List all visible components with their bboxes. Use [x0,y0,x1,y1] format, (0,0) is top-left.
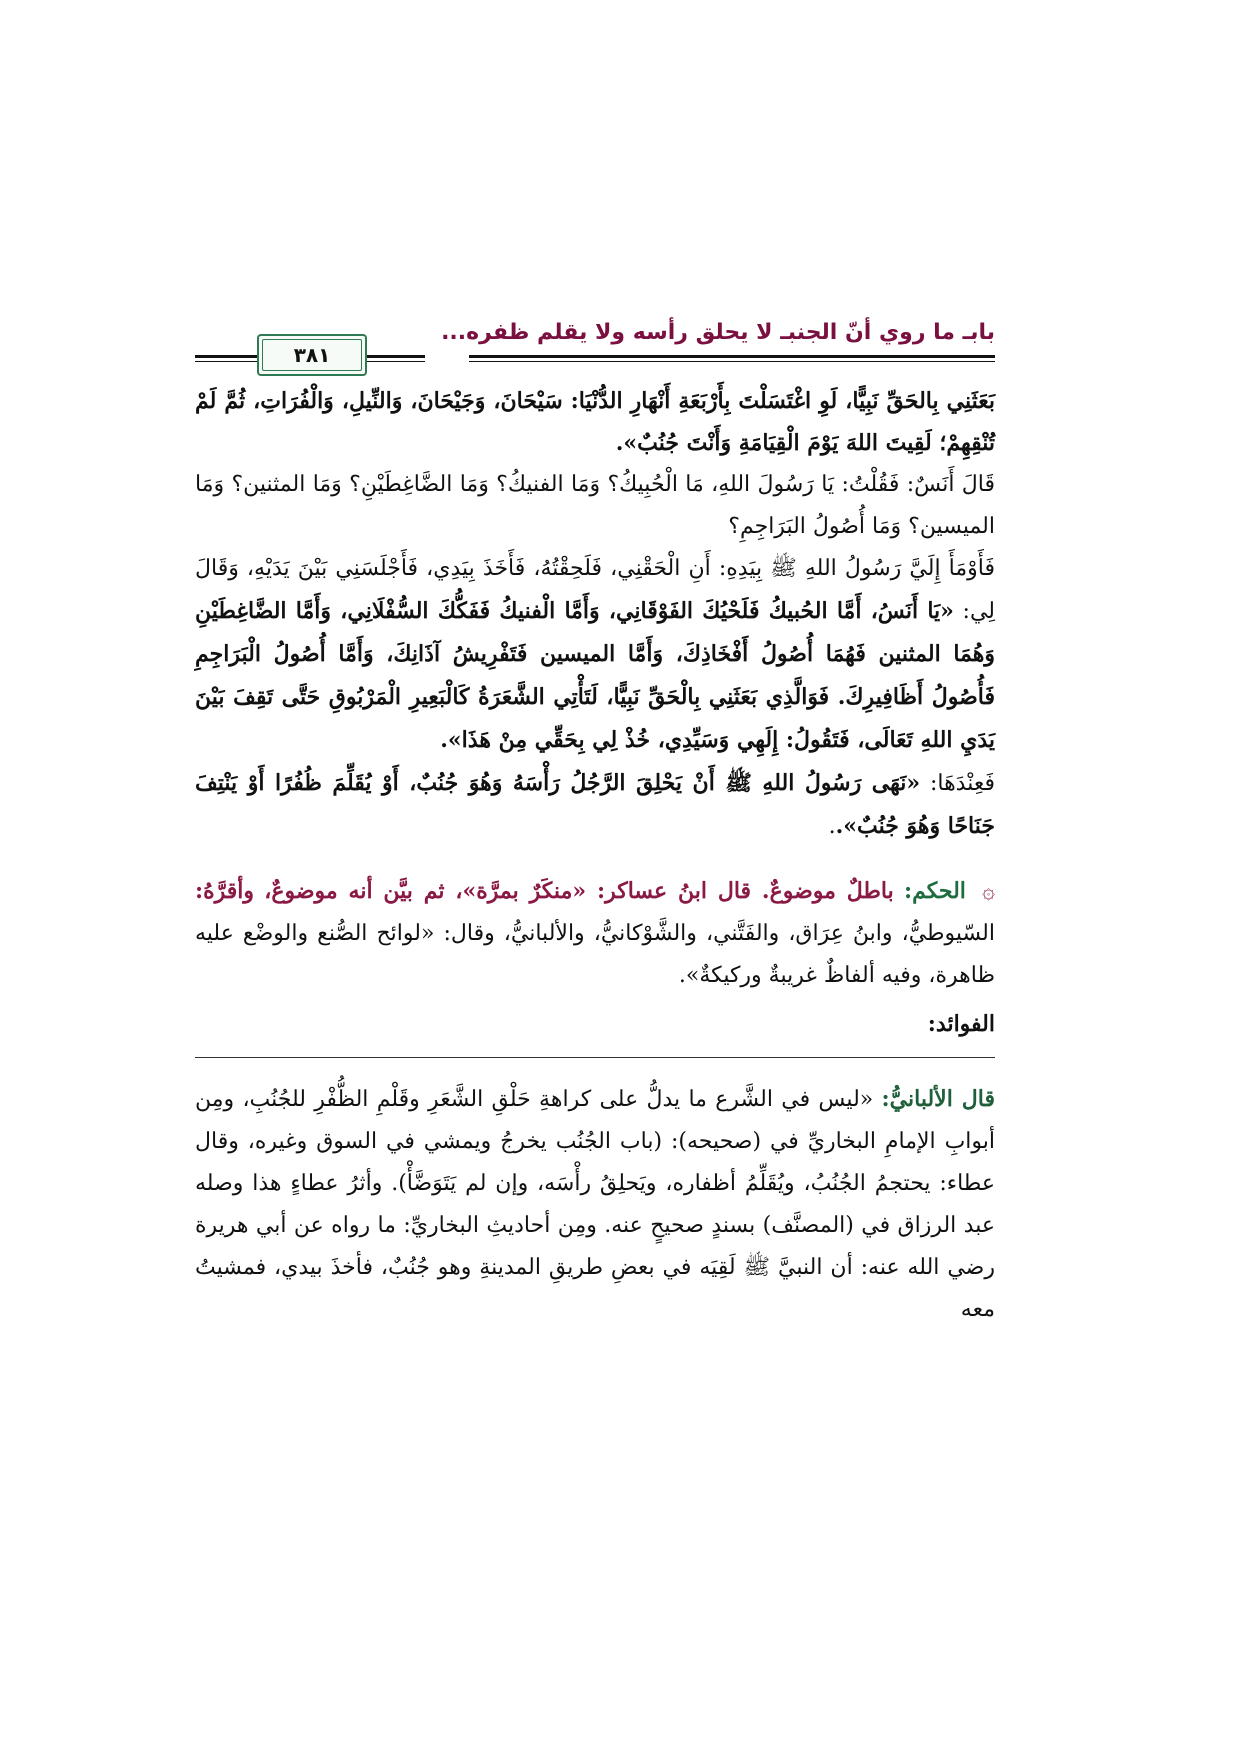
benefits-separator [195,1057,995,1058]
ruling-label: الحكم: [903,878,966,904]
anas-question: قَالَ أَنَسٌ: فَقُلْتُ: يَا رَسُولَ اللهِ، مَا الْحُبِيكُ؟ وَمَا الفنيكُ؟ وَمَا الضَّاغِطَيْنِ؟ وَمَا المثنين؟ وَمَا الميسين؟ وَمَا أُصُولُ البَرَاجِمِ؟ [195,472,995,539]
benefits-author: قال الألبانيُّ: [881,1086,995,1112]
narration [195,548,995,762]
narration-intro: فَأَوْمَأَ إِلَيَّ رَسُولُ اللهِ ﷺ بِيَدِهِ: أَنِ الْحَقْنِي، فَلَحِقْتُهُ، فَأَخَذَ بِيَدِي، فَأَجْلَسَنِي بَيْنَ يَدَيْهِ، وَقَالَ لِي: [195,556,995,624]
hadith-text [195,380,995,464]
sun-ornament-icon: ۞ [982,879,995,904]
final-narration [195,762,995,848]
ruling-block [195,870,995,997]
final-intro: فَعِنْدَهَا: [929,771,995,796]
ruling-verdict: باطلٌ موضوعٌ. قال ابنُ عساكر: «منكَرٌ بمرَّة»، ثم بيَّن أنه موضوعٌ، [264,878,894,904]
agreed-label: وأقرَّهُ: [195,878,255,904]
hadith-line-1: بَعَثَنِي بِالحَقِّ نَبِيًّا، لَوِ اغْتَسَلْتَ بِأَرْبَعَةِ أَنْهَارِ الدُّنْيَا: سَيْحَانَ، وَجَيْحَانَ، وَالنِّيلِ، [341,388,995,414]
page-header [195,320,995,366]
header-rule-right [469,355,995,358]
final-end: . [828,814,836,839]
agreed-text: السّيوطيُّ، وابنُ عِرَاق، والفَتَّني، والشَّوْكانيُّ، والألبانيُّ، وقال: «لوائح الصُّنع والوضْع عليه ظاهرة، وفيه ألفاظٌ غريبةٌ وركيكةٌ». [195,921,995,988]
hadith-line-2: وَالْفُرَاتِ، ثُمَّ لَمْ تُنْقِهِمْ؛ لَقِيتَ اللهَ يَوْمَ الْقِيَامَةِ وَأَنْتَ جُنُبٌ». [195,388,995,456]
ruling-paragraph [195,870,995,997]
page-number: ٣٨١ [293,343,331,367]
benefits-text: «ليس في الشَّرع ما يدلُّ على كراهةِ حَلْقِ الشَّعَرِ وقَلْمِ الظُّفْرِ للجُنُبِ، ومِن أبوابِ الإمامِ البخاريِّ في (صحيحه): (باب الجُنُب يخرجُ ويمشي في السوق وغيره، وقال عطاء: يحتجمُ الجُنُبُ، ويُقَلِّمُ أظفاره، ويَحلِقُ رأْسَه، وإن لم يَتَوَضَّأْ). وأثرُ عطاءٍ هذا وصله عبد الرزاق في (المصنَّف) بسندٍ صحيحٍ عنه. ومِن أحاديثِ البخاريِّ: ما رواه عن أبي هريرة رضي الله عنه: أن النبيَّ ﷺ لَقِيَه في بعضِ طريقِ المدينةِ وهو جُنُبٌ، فأخذَ بيدي، فمشيتُ معه [195,1087,995,1322]
hadith-block [195,380,995,848]
benefits-block [195,1078,995,1331]
book-page [195,320,995,1331]
prophet-answer: «يَا أَنَسُ، أَمَّا الحُبيكُ فَلَحْيُكَ الفَوْقَانِي، وَأَمَّا الْفنيكُ فَفَكُّكَ السُّفْلَانِي، وَأَمَّا الضَّاغِطَيْنِ وَهُمَا المثنين فَهُمَا أُصُولُ أَفْخَاذِكَ، وَأَمَّا الميسين فَتَفْرِيشُ آذَانِكَ، وَأَمَّا أُصُولُ الْبَرَاجِمِ فَأُصُولُ أَظَافِيرِكَ. فَوَالَّذِي بَعَثَنِي بِالْحَقِّ نَبِيًّا، لَتَأْتِي الشَّعَرَةُ كَالْبَعِيرِ الْمَرْبُوقِ حَتَّى تَقِفَ بَيْنَ يَدَيِ اللهِ تَعَالَى، فَتَقُولُ: إِلَهِي وَسَيِّدِي، خُذْ لِي بِحَقِّي مِنْ هَذَا». [195,598,995,753]
final-hadith: «نَهَى رَسُولُ اللهِ ﷺ أَنْ يَحْلِقَ الرَّجُلُ رَأْسَهُ وَهُوَ جُنُبٌ، أَوْ يُقَلِّمَ ظُفُرًا أَوْ يَنْتِفَ جَنَاحًا وَهُوَ جُنُبٌ». [195,770,995,839]
benefits-title: الفوائد: [927,1011,995,1037]
chapter-title: بابـ ما روي أنّ الجنبـ لا يحلق رأسه ولا يقلم ظفره... [441,320,995,345]
benefits-paragraph [195,1078,995,1331]
page-number-badge [257,334,367,376]
header-rule-right-thin [469,361,995,362]
